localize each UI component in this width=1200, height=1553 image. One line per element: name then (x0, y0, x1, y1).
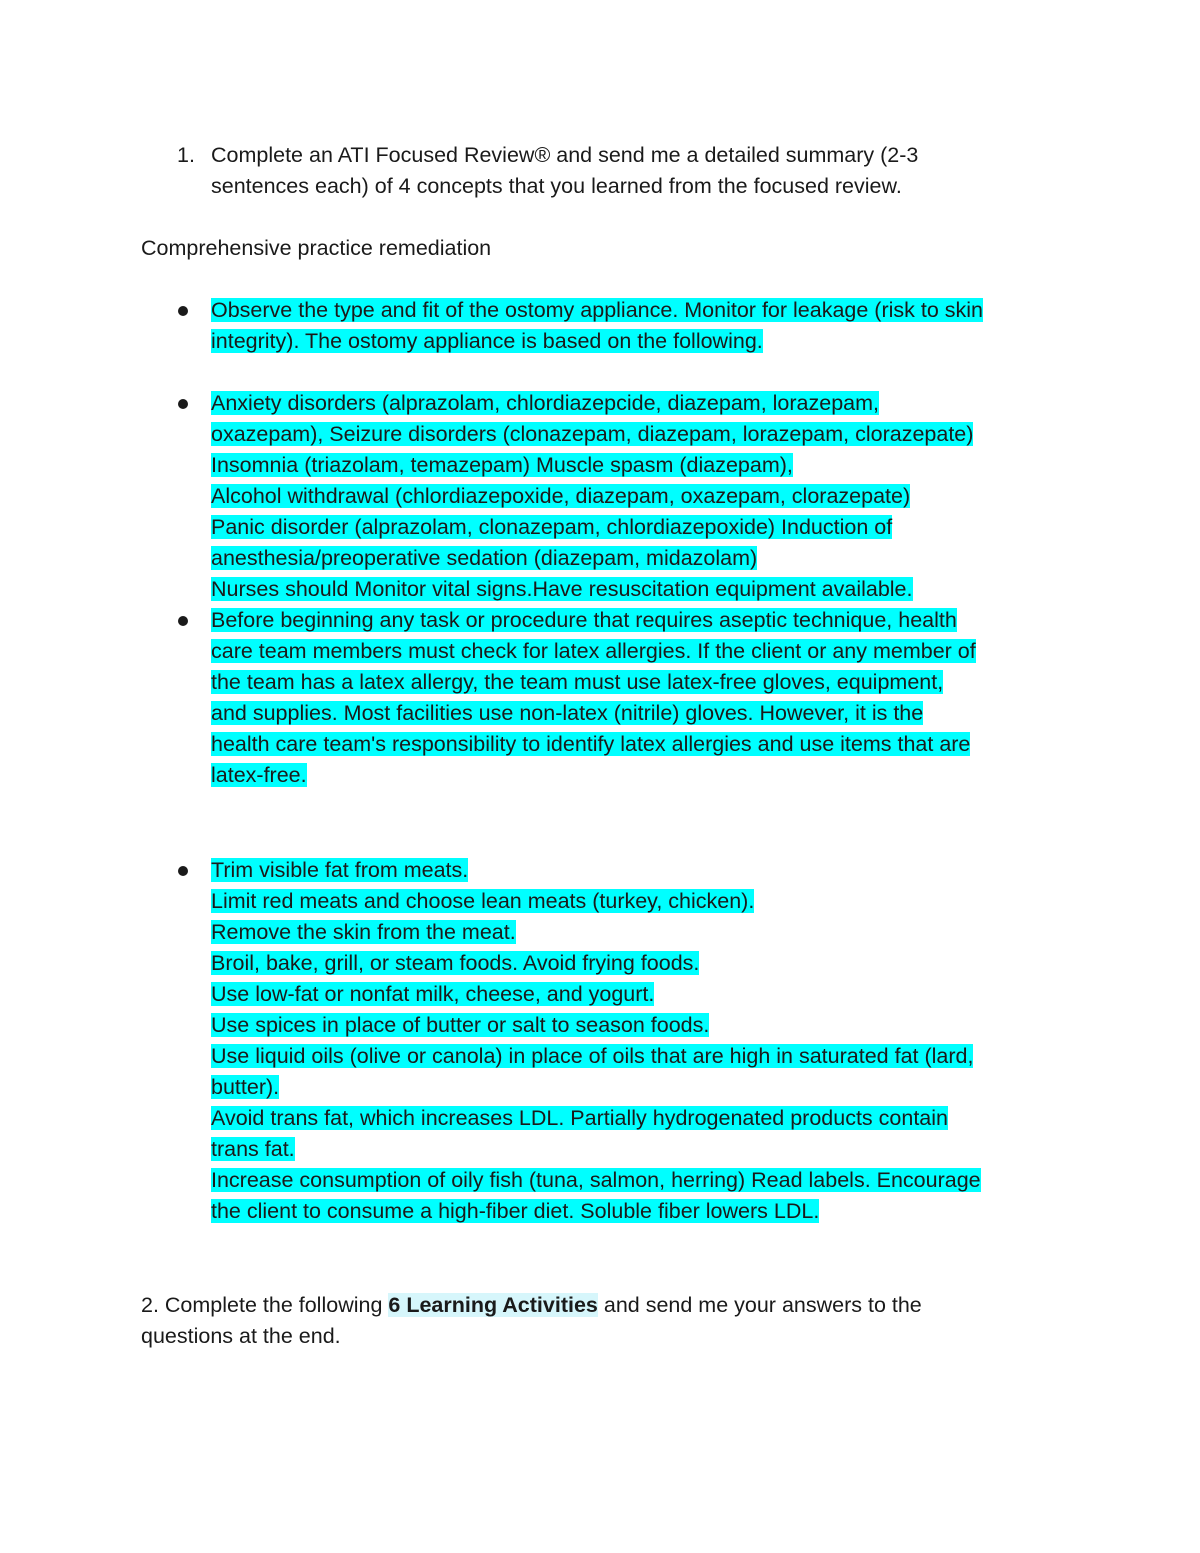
bullet-4-line: Trim visible fat from meats. (211, 858, 469, 882)
bullet-2-line: anesthesia/preoperative sedation (diazepam, midazolam) (211, 546, 758, 570)
bullet-4-line: trans fat. (211, 1137, 295, 1161)
item-2-suffix: and send me your answers to the (597, 1293, 922, 1317)
bullet-1-line: Observe the type and fit of the ostomy appliance. Monitor for leakage (risk to skin (211, 298, 983, 322)
bullet-icon (178, 866, 188, 876)
bullet-2-line: Anxiety disorders (alprazolam, chlordiazepcide, diazepam, lorazepam, (211, 391, 880, 415)
bullet-4-line: Broil, bake, grill, or steam foods. Avoid frying foods. (211, 951, 700, 975)
bullet-2-line: Alcohol withdrawal (chlordiazepoxide, diazepam, oxazepam, clorazepate) (211, 484, 911, 508)
bullet-3-line: care team members must check for latex allergies. If the client or any member of (211, 639, 976, 663)
bullet-2-line: Panic disorder (alprazolam, clonazepam, chlordiazepoxide) Induction of (211, 515, 893, 539)
item-2-line2: questions at the end. (141, 1324, 341, 1348)
bullet-2-line: oxazepam), Seizure disorders (clonazepam, diazepam, lorazepam, clorazepate) (211, 422, 974, 446)
item-1-line: Complete an ATI Focused Review® and send me a detailed summary (2-3 (211, 143, 919, 167)
bullet-4-line: Limit red meats and choose lean meats (turkey, chicken). (211, 889, 755, 913)
item-1-number: 1. (177, 143, 195, 167)
bullet-3-line: and supplies. Most facilities use non-latex (nitrile) gloves. However, it is the (211, 701, 924, 725)
item-2-line (141, 1290, 922, 1321)
bullet-1-line: integrity). The ostomy appliance is based on the following. (211, 329, 763, 353)
bullet-4-line: butter). (211, 1075, 280, 1099)
bullet-4-line: Increase consumption of oily fish (tuna, salmon, herring) Read labels. Encourage (211, 1168, 981, 1192)
bullet-4-line: Use spices in place of butter or salt to season foods. (211, 1013, 710, 1037)
bullet-4-line: the client to consume a high-fiber diet. Soluble fiber lowers LDL. (211, 1199, 820, 1223)
item-2-bold: 6 Learning Activities (388, 1293, 598, 1317)
item-1-line: sentences each) of 4 concepts that you learned from the focused review. (211, 174, 902, 198)
bullet-2-line: Nurses should Monitor vital signs.Have resuscitation equipment available. (211, 577, 913, 601)
section-heading: Comprehensive practice remediation (141, 236, 492, 260)
bullet-3-line: Before beginning any task or procedure that requires aseptic technique, health (211, 608, 957, 632)
bullet-4-line: Use low-fat or nonfat milk, cheese, and yogurt. (211, 982, 655, 1006)
bullet-2-line: Insomnia (triazolam, temazepam) Muscle spasm (diazepam), (211, 453, 793, 477)
bullet-icon (178, 306, 188, 316)
bullet-icon (178, 616, 188, 626)
bullet-3-line: latex-free. (211, 763, 307, 787)
item-2-prefix: 2. Complete the following (141, 1293, 389, 1317)
bullet-4-line: Remove the skin from the meat. (211, 920, 516, 944)
bullet-icon (178, 399, 188, 409)
bullet-4-line: Use liquid oils (olive or canola) in place of oils that are high in saturated fat (lard, (211, 1044, 974, 1068)
bullet-4-line: Avoid trans fat, which increases LDL. Partially hydrogenated products contain (211, 1106, 948, 1130)
bullet-3-line: the team has a latex allergy, the team must use latex-free gloves, equipment, (211, 670, 944, 694)
bullet-3-line: health care team's responsibility to identify latex allergies and use items that are (211, 732, 971, 756)
